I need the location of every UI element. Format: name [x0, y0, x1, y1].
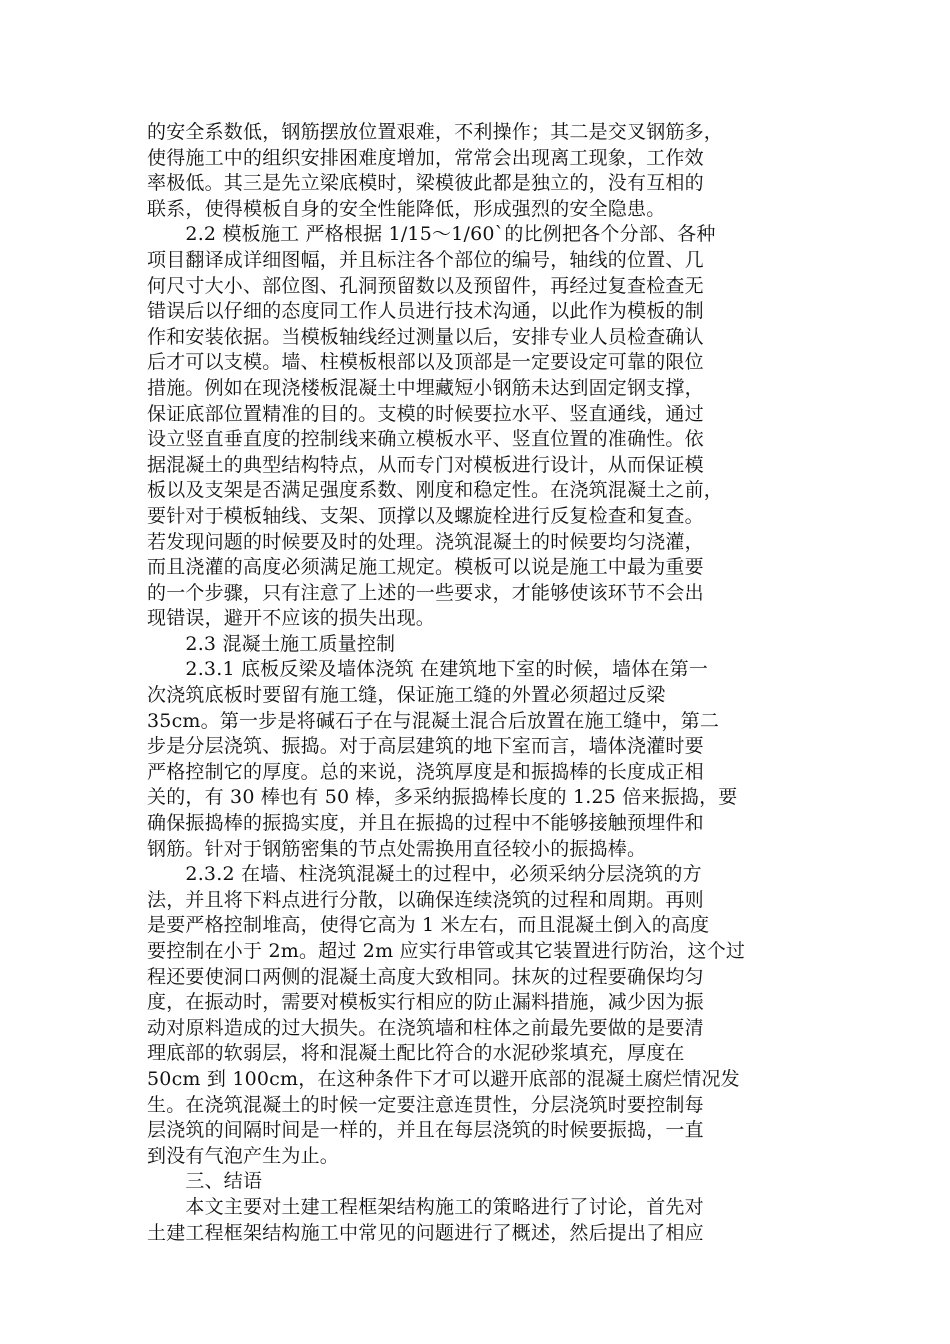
text-line: 次浇筑底板时要留有施工缝，保证施工缝的外置必须超过反梁	[147, 684, 666, 707]
text-line: 联系，使得模板自身的安全性能降低，形成强烈的安全隐患。	[147, 197, 666, 220]
text-line: 要针对于模板轴线、支架、顶撑以及螺旋栓进行反复检查和复查。	[147, 504, 704, 527]
text-line: 钢筋。针对于钢筋密集的节点处需换用直径较小的振捣棒。	[147, 837, 647, 860]
text-line: 何尺寸大小、部位图、孔洞预留数以及预留件，再经过复查检查无	[147, 274, 704, 297]
text-line: 错误后以仔细的态度同工作人员进行技术沟通，以此作为模板的制	[147, 300, 704, 323]
text-line: 层浇筑的间隔时间是一样的，并且在每层浇筑的时候要振捣，一直	[147, 1119, 704, 1142]
text-line: 法，并且将下料点进行分散，以确保连续浇筑的过程和周期。再则	[147, 888, 704, 911]
text-line: 关的，有 30 棒也有 50 棒，多采纳振捣棒长度的 1.25 倍来振捣，要	[147, 786, 738, 809]
text-line: 动对原料造成的过大损失。在浇筑墙和柱体之前最先要做的是要清	[147, 1016, 704, 1039]
text-line: 保证底部位置精准的目的。支模的时候要拉水平、竖直通线，通过	[147, 402, 704, 425]
text-line: 作和安装依据。当模板轴线经过测量以后，安排专业人员检查确认	[147, 325, 704, 348]
text-line: 是要严格控制堆高，使得它高为 1 米左右，而且混凝土倒入的高度	[147, 914, 710, 937]
text-line: 率极低。其三是先立梁底模时，梁模彼此都是独立的，没有互相的	[147, 172, 704, 195]
text-line: 若发现问题的时候要及时的处理。浇筑混凝土的时候要均匀浇灌，	[147, 530, 704, 553]
text-line: 严格控制它的厚度。总的来说，浇筑厚度是和振捣棒的长度成正相	[147, 760, 704, 783]
text-line: 土建工程框架结构施工中常见的问题进行了概述，然后提出了相应	[147, 1221, 704, 1244]
text-line: 使得施工中的组织安排困难度增加，常常会出现离工现象，工作效	[147, 146, 704, 169]
text-line: 要控制在小于 2m。超过 2m 应实行串管或其它装置进行防治，这个过	[147, 940, 746, 962]
text-line: 程还要使洞口两侧的混凝土高度大致相同。抹灰的过程要确保均匀	[147, 965, 704, 988]
text-line: 确保振捣棒的振捣实度，并且在振捣的过程中不能够接触预埋件和	[147, 812, 704, 835]
text-line: 设立竖直垂直度的控制线来确立模板水平、竖直位置的准确性。依	[147, 428, 704, 451]
text-line: 板以及支架是否满足强度系数、刚度和稳定性。在浇筑混凝土之前，	[147, 479, 724, 502]
text-line: 生。在浇筑混凝土的时候一定要注意连贯性，分层浇筑时要控制每	[147, 1093, 704, 1116]
text-line: 的安全系数低，钢筋摆放位置艰难，不利操作；其二是交叉钢筋多，	[147, 121, 724, 143]
text-line: 2.2 模板施工 严格根据 1/15～1/60`的比例把各个分部、各种	[147, 223, 716, 246]
text-line: 2.3.1 底板反梁及墙体浇筑 在建筑地下室的时候，墙体在第一	[147, 658, 709, 681]
text-line: 措施。例如在现浇楼板混凝土中埋藏短小钢筋未达到固定钢支撑，	[147, 376, 704, 399]
text-line: 步是分层浇筑、振捣。对于高层建筑的地下室而言，墙体浇灌时要	[147, 735, 704, 758]
text-line: 度，在振动时，需要对模板实行相应的防止漏料措施，减少因为振	[147, 991, 704, 1014]
text-line: 后才可以支模。墙、柱模板根部以及顶部是一定要设定可靠的限位	[147, 351, 704, 374]
text-line: 据混凝土的典型结构特点，从而专门对模板进行设计，从而保证模	[147, 453, 704, 476]
text-line: 本文主要对土建工程框架结构施工的策略进行了讨论，首先对	[147, 1195, 704, 1218]
text-line: 2.3.2 在墙、柱浇筑混凝土的过程中，必须采纳分层浇筑的方	[147, 863, 702, 886]
text-line: 现错误，避开不应该的损失出现。	[147, 607, 436, 630]
text-line: 到没有气泡产生为止。	[147, 1144, 340, 1167]
text-line: 的一个步骤，只有注意了上述的一些要求，才能够使该环节不会出	[147, 581, 704, 604]
text-line: 2.3 混凝土施工质量控制	[147, 632, 396, 655]
text-line: 50cm 到 100cm，在这种条件下才可以避开底部的混凝土腐烂情况发	[147, 1067, 740, 1090]
text-line: 理底部的软弱层，将和混凝土配比符合的水泥砂浆填充，厚度在	[147, 1042, 685, 1065]
text-line: 三、结语	[147, 1170, 263, 1193]
text-line: 35cm。第一步是将碱石子在与混凝土混合后放置在施工缝中，第二	[147, 709, 720, 732]
body-text	[147, 120, 802, 1246]
text-line: 而且浇灌的高度必须满足施工规定。模板可以说是施工中最为重要	[147, 556, 704, 579]
text-line: 项目翻译成详细图幅，并且标注各个部位的编号，轴线的位置、几	[147, 248, 704, 271]
